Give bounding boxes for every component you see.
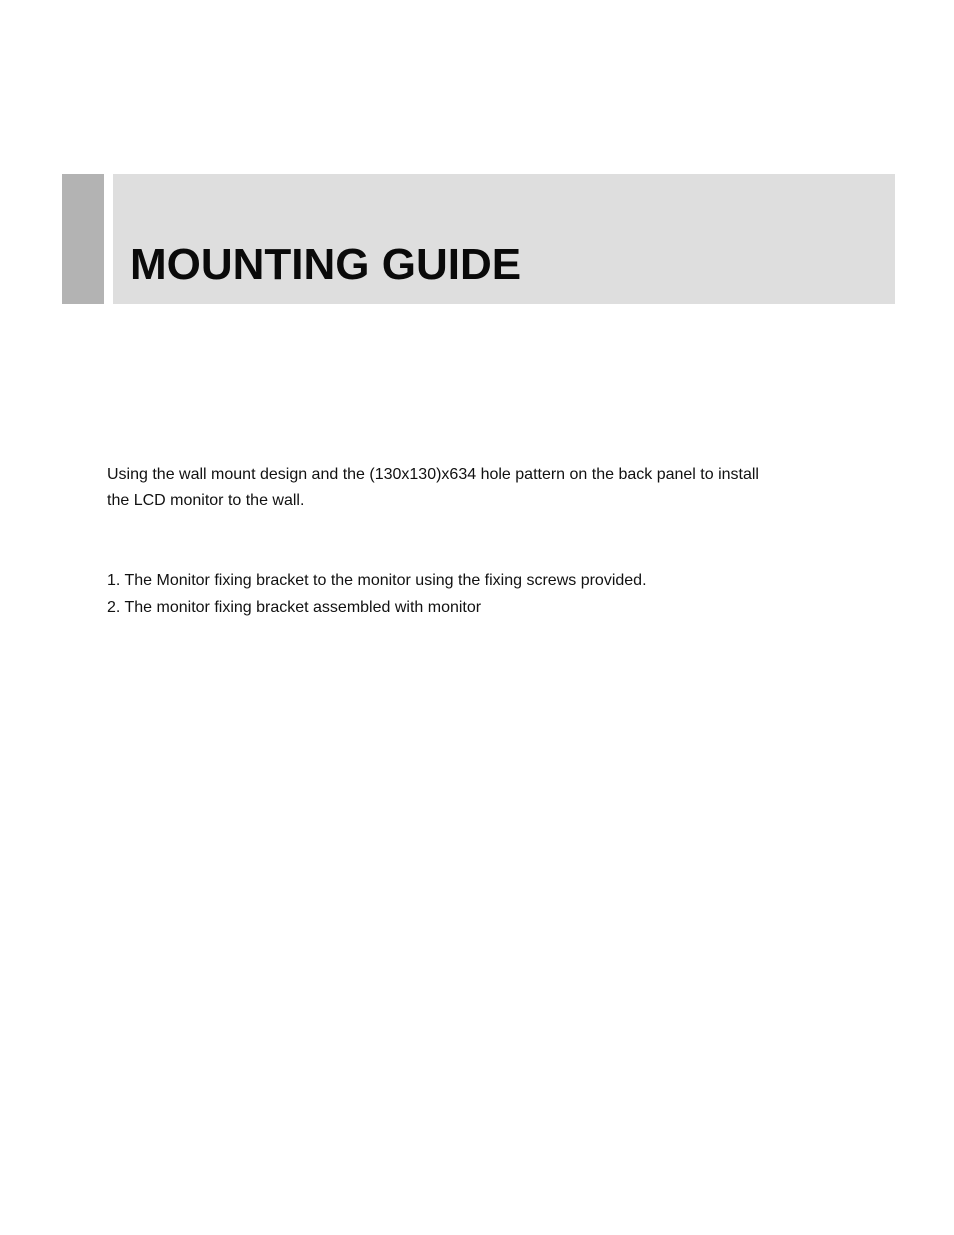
steps-list: [107, 567, 647, 621]
step-item-2: 2. The monitor fixing bracket assembled with monitor: [107, 599, 482, 616]
header-accent-bar: [62, 174, 104, 304]
intro-paragraph: [107, 462, 847, 514]
step-item-1: 1. The Monitor fixing bracket to the monitor using the fixing screws provided.: [107, 572, 647, 589]
intro-line-1: Using the wall mount design and the (130x130)x634 hole pattern on the back panel to install: [107, 466, 759, 483]
page-title: MOUNTING GUIDE: [130, 240, 522, 289]
intro-line-2: the LCD monitor to the wall.: [107, 492, 305, 509]
